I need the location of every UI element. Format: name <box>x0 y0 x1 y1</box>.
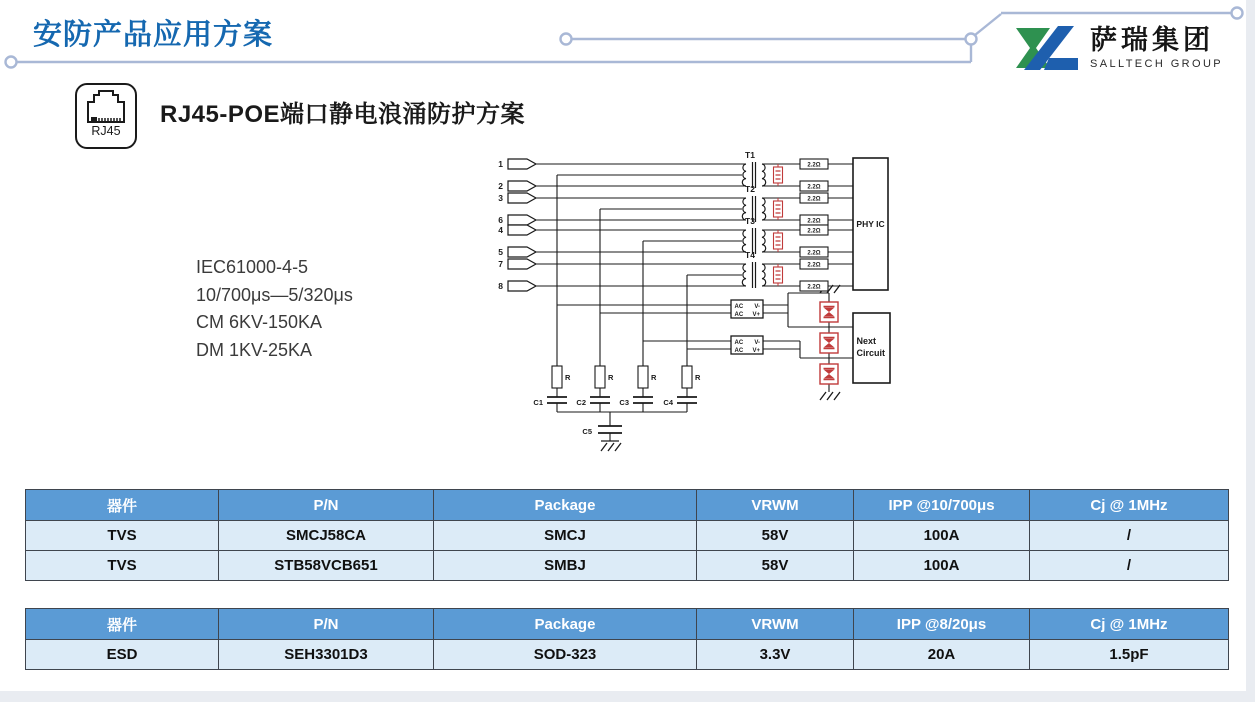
tvs-table <box>25 489 1229 581</box>
termination-resistor-labels <box>565 373 701 382</box>
next-circuit-label-1: Next <box>856 336 877 346</box>
svg-text:AC: AC <box>734 304 744 310</box>
spec-line: IEC61000-4-5 <box>196 257 309 277</box>
col-header: IPP @8/20μs <box>854 609 1030 640</box>
cell: 20A <box>854 640 1030 670</box>
phy-ic-label: PHY IC <box>856 219 885 229</box>
company-logo <box>1016 24 1223 72</box>
tvs-diodes <box>820 302 838 384</box>
logo-name-cn: 萨瑞集团 <box>1090 25 1214 56</box>
svg-text:R: R <box>608 373 614 382</box>
rj45-badge <box>75 83 137 149</box>
col-header: VRWM <box>697 609 854 640</box>
col-header: Cj @ 1MHz <box>1030 490 1229 521</box>
svg-text:R: R <box>651 373 657 382</box>
svg-text:C5: C5 <box>582 427 592 436</box>
rj45-badge-label: RJ45 <box>91 124 121 138</box>
pin-labels <box>498 159 503 291</box>
cell: 58V <box>697 551 854 581</box>
cell: SMCJ58CA <box>219 521 434 551</box>
ground-symbols <box>601 285 840 451</box>
svg-text:6: 6 <box>498 215 503 225</box>
termination-resistors <box>552 366 692 388</box>
svg-text:C2: C2 <box>576 398 586 407</box>
table-header-row <box>26 490 1229 521</box>
svg-text:T2: T2 <box>745 184 755 194</box>
svg-text:C4: C4 <box>663 398 673 407</box>
section-title: RJ45-POE端口静电浪涌防护方案 <box>160 101 526 128</box>
spec-line: DM 1KV-25KA <box>196 339 313 360</box>
col-header: Package <box>434 490 697 521</box>
cell: STB58VCB651 <box>219 551 434 581</box>
svg-text:C3: C3 <box>619 398 629 407</box>
esd-table <box>25 608 1229 670</box>
cell: 58V <box>697 521 854 551</box>
svg-text:5: 5 <box>498 247 503 257</box>
svg-text:AC: AC <box>734 340 744 346</box>
logo-mark-icon <box>1016 24 1078 72</box>
next-circuit-label-2: Circuit <box>856 348 886 358</box>
svg-text:7: 7 <box>498 259 503 269</box>
col-header: IPP @10/700μs <box>854 490 1030 521</box>
svg-text:1: 1 <box>498 159 503 169</box>
cell: ESD <box>26 640 219 670</box>
page-title: 安防产品应用方案 <box>33 19 274 51</box>
cell: SEH3301D3 <box>219 640 434 670</box>
cell: TVS <box>26 551 219 581</box>
rj45-port-icon <box>84 90 128 124</box>
col-header: 器件 <box>26 490 219 521</box>
svg-text:2.2Ω: 2.2Ω <box>807 228 821 235</box>
svg-text:2.2Ω: 2.2Ω <box>807 196 821 203</box>
svg-text:V+: V+ <box>752 312 760 318</box>
table-row <box>26 521 1229 551</box>
bridge-rectifiers <box>731 300 763 354</box>
cell: 3.3V <box>697 640 854 670</box>
transformer-labels <box>745 150 755 260</box>
cell: 100A <box>854 551 1030 581</box>
cell: SMBJ <box>434 551 697 581</box>
col-header: P/N <box>219 609 434 640</box>
svg-text:2.2Ω: 2.2Ω <box>807 218 821 225</box>
logo-name-en: SALLTECH GROUP <box>1090 57 1224 70</box>
svg-text:2.2Ω: 2.2Ω <box>807 284 821 291</box>
col-header: Cj @ 1MHz <box>1030 609 1229 640</box>
table-row <box>26 551 1229 581</box>
circuit-diagram <box>495 145 910 460</box>
cell: / <box>1030 551 1229 581</box>
svg-text:2.2Ω: 2.2Ω <box>807 162 821 169</box>
svg-text:AC: AC <box>734 312 744 318</box>
svg-text:2: 2 <box>498 181 503 191</box>
svg-text:T1: T1 <box>745 150 755 160</box>
cell: 100A <box>854 521 1030 551</box>
spec-text <box>196 254 353 364</box>
svg-text:R: R <box>565 373 571 382</box>
svg-text:2.2Ω: 2.2Ω <box>807 184 821 191</box>
svg-text:2.2Ω: 2.2Ω <box>807 250 821 257</box>
col-header: P/N <box>219 490 434 521</box>
col-header: Package <box>434 609 697 640</box>
svg-text:4: 4 <box>498 225 503 235</box>
svg-text:T4: T4 <box>745 250 755 260</box>
col-header: VRWM <box>697 490 854 521</box>
cell: TVS <box>26 521 219 551</box>
table-row <box>26 640 1229 670</box>
svg-text:T3: T3 <box>745 216 755 226</box>
cell: / <box>1030 521 1229 551</box>
esd-modules <box>774 164 783 286</box>
svg-text:3: 3 <box>498 193 503 203</box>
cell: SOD-323 <box>434 640 697 670</box>
spec-line: 10/700μs—5/320μs <box>196 284 353 305</box>
svg-text:8: 8 <box>498 281 503 291</box>
cell: SMCJ <box>434 521 697 551</box>
cell: 1.5pF <box>1030 640 1229 670</box>
pin-connectors <box>508 159 536 291</box>
series-resistors <box>800 159 828 291</box>
col-header: 器件 <box>26 609 219 640</box>
svg-text:AC: AC <box>734 348 744 354</box>
logo-text <box>1090 26 1223 69</box>
spec-line: CM 6KV-150KA <box>196 312 323 332</box>
svg-text:R: R <box>695 373 701 382</box>
table-header-row <box>26 609 1229 640</box>
svg-text:C1: C1 <box>533 398 543 407</box>
svg-text:2.2Ω: 2.2Ω <box>807 262 821 269</box>
svg-text:V-: V- <box>754 340 760 346</box>
svg-text:V+: V+ <box>752 348 760 354</box>
svg-text:V-: V- <box>754 304 760 310</box>
